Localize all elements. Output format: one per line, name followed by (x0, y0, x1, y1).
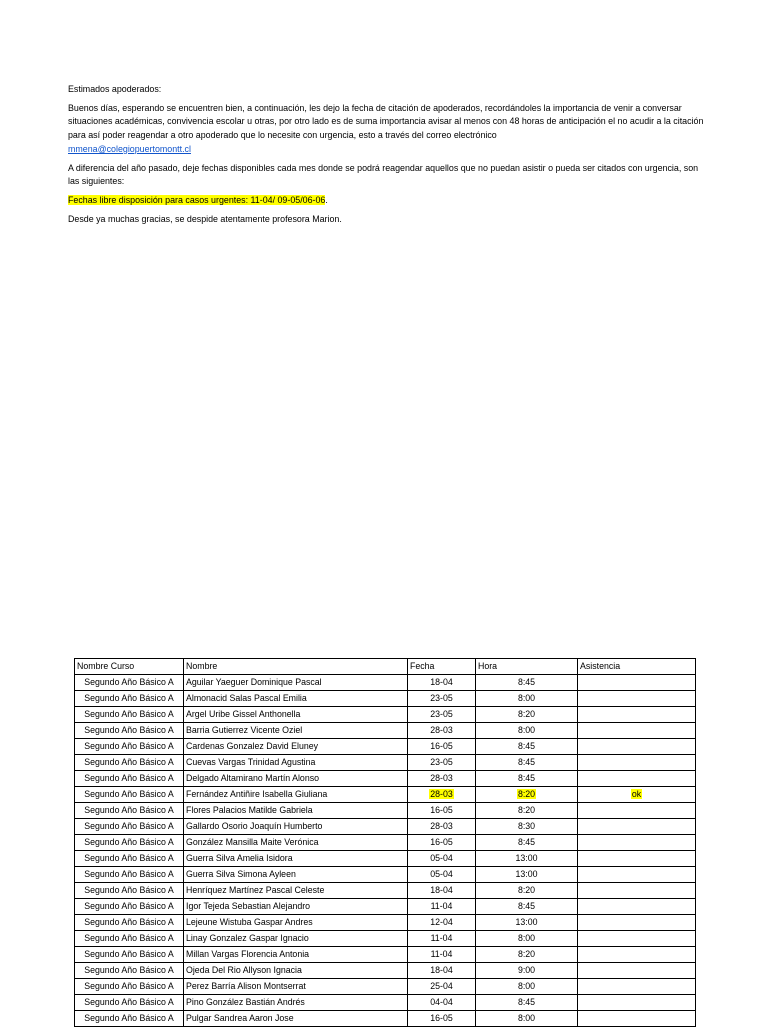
cell-nombre (184, 803, 408, 819)
cell-hora-text: 8:45 (517, 997, 536, 1007)
cell-nombre-text: Delgado Altamirano Martín Alonso (186, 773, 320, 783)
cell-curso (75, 931, 184, 947)
cell-curso (75, 899, 184, 915)
cell-nombre-text: Pulgar Sandrea Aaron Jose (186, 1013, 294, 1023)
cell-fecha-text: 18-04 (430, 885, 453, 895)
cell-fecha-text: 16-05 (430, 741, 453, 751)
cell-curso (75, 947, 184, 963)
cell-curso (75, 755, 184, 771)
table-row (75, 915, 696, 931)
urgent-dates-line (68, 194, 704, 208)
table-row (75, 1011, 696, 1027)
cell-fecha-text: 23-05 (430, 709, 453, 719)
paragraph-citation (68, 102, 704, 157)
cell-hora (476, 931, 578, 947)
cell-hora (476, 675, 578, 691)
header-hora: Hora (476, 659, 578, 675)
cell-curso (75, 691, 184, 707)
cell-asistencia (578, 1011, 696, 1027)
cell-asistencia (578, 995, 696, 1011)
cell-curso (75, 867, 184, 883)
cell-hora (476, 723, 578, 739)
letter-body (68, 83, 704, 231)
cell-asistencia (578, 771, 696, 787)
cell-hora (476, 979, 578, 995)
table-row (75, 755, 696, 771)
cell-curso (75, 1011, 184, 1027)
cell-nombre (184, 675, 408, 691)
cell-curso-text: Segundo Año Básico A (84, 837, 174, 847)
cell-fecha-text: 04-04 (430, 997, 453, 1007)
cell-nombre (184, 899, 408, 915)
table-row (75, 787, 696, 803)
cell-fecha (408, 675, 476, 691)
cell-hora-text: 8:45 (517, 741, 536, 751)
cell-fecha-text: 11-04 (430, 933, 453, 943)
paragraph-citation-text: Buenos días, esperando se encuentren bien, a continuación, les dejo la fecha de citación de apoderados, recordándoles la importancia de venir a conversar situaciones académicas, convivencia escolar u otras, por otro lado es de suma importancia avisar al menos con 48 horas de anticipación el no acudir a la citación para así poder reagendar a otro apoderado que lo necesite con urgencia, esto a través del correo electrónico (68, 102, 704, 141)
cell-fecha (408, 835, 476, 851)
cell-nombre-text: Barria Gutierrez Vicente Oziel (186, 725, 303, 735)
cell-fecha (408, 931, 476, 947)
cell-fecha (408, 883, 476, 899)
cell-nombre-text: Ojeda Del Rio Allyson Ignacia (186, 965, 302, 975)
cell-hora-text: 8:45 (517, 773, 536, 783)
cell-nombre (184, 723, 408, 739)
table-header-row (75, 659, 696, 675)
table-row (75, 867, 696, 883)
cell-curso (75, 739, 184, 755)
cell-nombre-text: Flores Palacios Matilde Gabriela (186, 805, 313, 815)
cell-nombre-text: Guerra Silva Amelia Isidora (186, 853, 293, 863)
cell-hora (476, 899, 578, 915)
cell-curso (75, 915, 184, 931)
cell-fecha (408, 819, 476, 835)
cell-asistencia (578, 691, 696, 707)
cell-curso (75, 995, 184, 1011)
cell-hora (476, 819, 578, 835)
cell-asistencia (578, 963, 696, 979)
cell-fecha-text: 25-04 (430, 981, 453, 991)
cell-hora-text: 8:00 (517, 693, 536, 703)
cell-hora-text: 13:00 (515, 853, 538, 863)
cell-hora (476, 1011, 578, 1027)
cell-asistencia (578, 899, 696, 915)
table-row (75, 723, 696, 739)
cell-curso (75, 979, 184, 995)
cell-asistencia (578, 787, 696, 803)
cell-asistencia (578, 819, 696, 835)
cell-asistencia (578, 835, 696, 851)
cell-curso-text: Segundo Año Básico A (84, 821, 174, 831)
cell-nombre (184, 947, 408, 963)
appointments-table-wrap (74, 658, 696, 1027)
cell-hora-text: 8:20 (517, 805, 536, 815)
cell-asistencia (578, 739, 696, 755)
cell-nombre-text: Gallardo Osorio Joaquín Humberto (186, 821, 323, 831)
cell-hora (476, 787, 578, 803)
cell-curso-text: Segundo Año Básico A (84, 853, 174, 863)
cell-fecha-text: 12-04 (430, 917, 453, 927)
cell-curso-text: Segundo Año Básico A (84, 1013, 174, 1023)
table-row (75, 979, 696, 995)
cell-nombre-text: Guerra Silva Simona Ayleen (186, 869, 296, 879)
cell-hora-text: 8:45 (517, 677, 536, 687)
cell-fecha (408, 995, 476, 1011)
cell-hora-text: 8:20 (517, 949, 536, 959)
cell-fecha-text: 05-04 (430, 853, 453, 863)
cell-curso-text: Segundo Año Básico A (84, 869, 174, 879)
cell-curso (75, 883, 184, 899)
cell-hora-text: 8:45 (517, 901, 536, 911)
cell-fecha-text: 23-05 (430, 757, 453, 767)
cell-nombre (184, 979, 408, 995)
cell-hora-text: 8:20 (517, 789, 536, 799)
cell-nombre (184, 755, 408, 771)
cell-curso (75, 803, 184, 819)
cell-curso-text: Segundo Año Básico A (84, 949, 174, 959)
cell-nombre (184, 883, 408, 899)
cell-nombre-text: Cuevas Vargas Trinidad Agustina (186, 757, 316, 767)
cell-curso-text: Segundo Año Básico A (84, 965, 174, 975)
cell-nombre (184, 771, 408, 787)
cell-hora (476, 771, 578, 787)
cell-hora (476, 835, 578, 851)
table-body (75, 675, 696, 1027)
table-row (75, 883, 696, 899)
cell-asistencia (578, 723, 696, 739)
cell-nombre-text: González Mansilla Maite Verónica (186, 837, 319, 847)
cell-curso (75, 771, 184, 787)
cell-curso-text: Segundo Año Básico A (84, 805, 174, 815)
cell-nombre (184, 707, 408, 723)
table-row (75, 899, 696, 915)
cell-nombre-text: Argel Uribe Gissel Anthonella (186, 709, 301, 719)
urgent-dates-highlight: Fechas libre disposición para casos urgentes: 11-04/ 09-05/06-06 (68, 194, 326, 205)
cell-asistencia (578, 803, 696, 819)
cell-hora-text: 13:00 (515, 917, 538, 927)
cell-hora-text: 8:20 (517, 709, 536, 719)
cell-fecha-text: 05-04 (430, 869, 453, 879)
cell-nombre-text: Millan Vargas Florencia Antonia (186, 949, 310, 959)
cell-fecha-text: 18-04 (430, 965, 453, 975)
cell-curso (75, 723, 184, 739)
cell-curso-text: Segundo Año Básico A (84, 693, 174, 703)
cell-asistencia (578, 707, 696, 723)
cell-nombre-text: Aguilar Yaeguer Dominique Pascal (186, 677, 322, 687)
cell-curso-text: Segundo Año Básico A (84, 725, 174, 735)
cell-curso-text: Segundo Año Básico A (84, 981, 174, 991)
cell-fecha-text: 28-03 (430, 725, 453, 735)
cell-nombre (184, 867, 408, 883)
table-row (75, 851, 696, 867)
cell-fecha (408, 755, 476, 771)
appointments-table (74, 658, 696, 1027)
table-row (75, 835, 696, 851)
cell-curso (75, 851, 184, 867)
cell-hora (476, 707, 578, 723)
cell-curso-text: Segundo Año Básico A (84, 933, 174, 943)
cell-curso (75, 707, 184, 723)
cell-curso-text: Segundo Año Básico A (84, 901, 174, 911)
cell-fecha-text: 11-04 (430, 901, 453, 911)
cell-nombre (184, 691, 408, 707)
cell-hora-text: 8:00 (517, 1013, 536, 1023)
cell-fecha-text: 16-05 (430, 805, 453, 815)
cell-fecha-text: 16-05 (430, 837, 453, 847)
cell-fecha (408, 1011, 476, 1027)
header-curso: Nombre Curso (75, 659, 184, 675)
cell-curso-text: Segundo Año Básico A (84, 917, 174, 927)
cell-curso-text: Segundo Año Básico A (84, 997, 174, 1007)
cell-nombre-text: Lejeune Wistuba Gaspar Andres (186, 917, 313, 927)
cell-curso-text: Segundo Año Básico A (84, 709, 174, 719)
table-row (75, 819, 696, 835)
cell-fecha-text: 18-04 (430, 677, 453, 687)
cell-curso-text: Segundo Año Básico A (84, 741, 174, 751)
table-row (75, 803, 696, 819)
table-row (75, 771, 696, 787)
cell-asistencia (578, 883, 696, 899)
cell-hora-text: 8:45 (517, 757, 536, 767)
header-nombre: Nombre (184, 659, 408, 675)
cell-asistencia (578, 755, 696, 771)
table-row (75, 963, 696, 979)
cell-nombre (184, 819, 408, 835)
cell-hora (476, 755, 578, 771)
cell-nombre-text: Almonacid Salas Pascal Emilia (186, 693, 307, 703)
cell-nombre (184, 931, 408, 947)
cell-hora (476, 915, 578, 931)
cell-nombre-text: Cardenas Gonzalez David Eluney (186, 741, 319, 751)
cell-nombre-text: Igor Tejeda Sebastian Alejandro (186, 901, 311, 911)
table-row (75, 675, 696, 691)
cell-asistencia-text: ok (631, 789, 642, 799)
cell-fecha (408, 899, 476, 915)
cell-hora-text: 8:20 (517, 885, 536, 895)
header-asistencia: Asistencia (578, 659, 696, 675)
cell-fecha (408, 963, 476, 979)
cell-hora (476, 851, 578, 867)
cell-fecha (408, 979, 476, 995)
cell-fecha (408, 771, 476, 787)
cell-asistencia (578, 979, 696, 995)
cell-nombre (184, 851, 408, 867)
cell-hora-text: 8:00 (517, 933, 536, 943)
cell-nombre-text: Linay Gonzalez Gaspar Ignacio (186, 933, 309, 943)
table-row (75, 707, 696, 723)
cell-hora-text: 13:00 (515, 869, 538, 879)
cell-fecha-text: 28-03 (430, 821, 453, 831)
cell-hora (476, 867, 578, 883)
table-row (75, 947, 696, 963)
urgent-dates-period: . (325, 194, 328, 205)
cell-hora (476, 883, 578, 899)
cell-curso-text: Segundo Año Básico A (84, 789, 174, 799)
cell-hora-text: 8:45 (517, 837, 536, 847)
cell-curso (75, 835, 184, 851)
cell-nombre (184, 915, 408, 931)
cell-fecha (408, 947, 476, 963)
cell-nombre (184, 739, 408, 755)
greeting: Estimados apoderados: (68, 84, 162, 94)
cell-asistencia (578, 915, 696, 931)
cell-fecha-text: 11-04 (430, 949, 453, 959)
header-fecha: Fecha (408, 659, 476, 675)
cell-hora (476, 963, 578, 979)
table-row (75, 931, 696, 947)
cell-nombre-text: Pino González Bastián Andrés (186, 997, 305, 1007)
cell-curso (75, 675, 184, 691)
table-row (75, 691, 696, 707)
cell-fecha (408, 915, 476, 931)
cell-asistencia (578, 851, 696, 867)
cell-asistencia (578, 947, 696, 963)
cell-fecha-text: 23-05 (430, 693, 453, 703)
cell-hora-text: 9:00 (517, 965, 536, 975)
cell-hora (476, 691, 578, 707)
cell-hora-text: 8:30 (517, 821, 536, 831)
cell-hora-text: 8:00 (517, 725, 536, 735)
cell-asistencia (578, 867, 696, 883)
cell-curso-text: Segundo Año Básico A (84, 885, 174, 895)
cell-fecha-text: 16-05 (430, 1013, 453, 1023)
cell-hora (476, 947, 578, 963)
table-row (75, 995, 696, 1011)
cell-hora (476, 803, 578, 819)
cell-fecha (408, 739, 476, 755)
cell-fecha (408, 707, 476, 723)
cell-fecha-text: 28-03 (430, 773, 453, 783)
cell-curso (75, 787, 184, 803)
cell-curso-text: Segundo Año Básico A (84, 773, 174, 783)
cell-hora (476, 739, 578, 755)
cell-asistencia (578, 931, 696, 947)
cell-asistencia (578, 675, 696, 691)
cell-fecha (408, 803, 476, 819)
cell-fecha-text: 28-03 (430, 789, 453, 799)
cell-nombre (184, 787, 408, 803)
paragraph-available-dates: A diferencia del año pasado, deje fechas disponibles cada mes donde se podrá reagendar aquellos que no puedan asistir o pueda ser citados con urgencia, son las siguientes: (68, 162, 699, 187)
table-row (75, 739, 696, 755)
cell-hora (476, 995, 578, 1011)
cell-nombre (184, 963, 408, 979)
cell-nombre (184, 995, 408, 1011)
email-link[interactable]: mmena@colegiopuertomontt.cl (68, 143, 191, 154)
cell-nombre (184, 1011, 408, 1027)
cell-fecha (408, 867, 476, 883)
cell-curso (75, 819, 184, 835)
closing: Desde ya muchas gracias, se despide atentamente profesora Marion. (68, 213, 342, 224)
cell-fecha (408, 851, 476, 867)
cell-curso (75, 963, 184, 979)
cell-fecha (408, 691, 476, 707)
cell-nombre-text: Perez Barría Alison Montserrat (186, 981, 306, 991)
cell-curso-text: Segundo Año Básico A (84, 757, 174, 767)
cell-nombre-text: Fernández Antiñire Isabella Giuliana (186, 789, 328, 799)
cell-hora-text: 8:00 (517, 981, 536, 991)
cell-nombre (184, 835, 408, 851)
cell-fecha (408, 723, 476, 739)
cell-nombre-text: Henríquez Martínez Pascal Celeste (186, 885, 325, 895)
cell-curso-text: Segundo Año Básico A (84, 677, 174, 687)
cell-fecha (408, 787, 476, 803)
